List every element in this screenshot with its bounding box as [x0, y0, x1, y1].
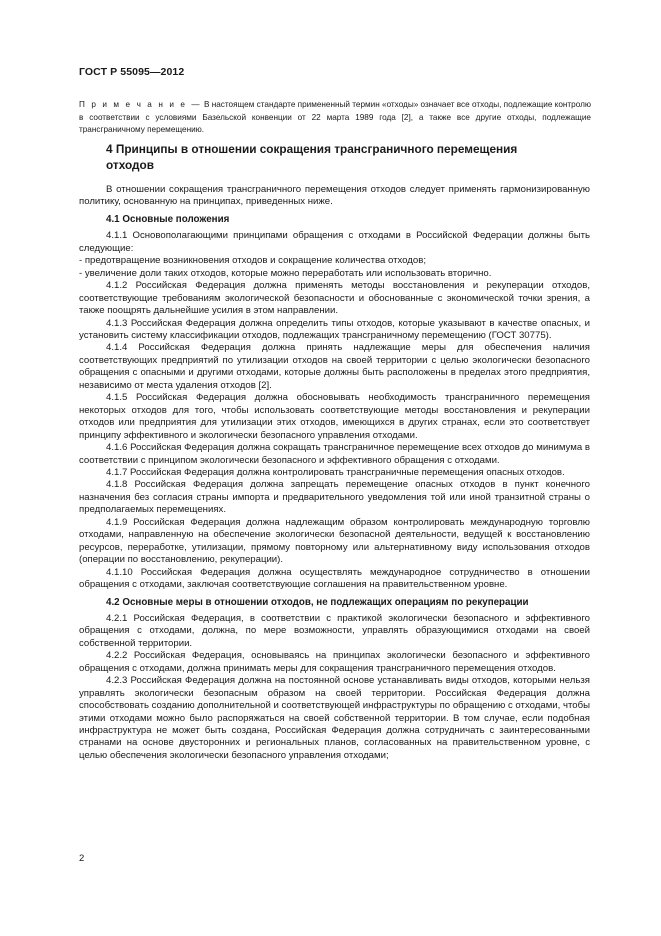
subsection-4-1-title: 4.1 Основные положения — [106, 213, 230, 225]
paragraph-4-1-7: 4.1.7 Российская Федерация должна контролировать трансграничные перемещения опасных отходов. — [106, 466, 565, 478]
paragraph-4-2-1: 4.2.1 Российская Федерация, в соответствии с практикой экологически безопасного и эффективного обращения с отходами, должна, по мере возможности, управлять образующимися отходами на своей собственной территории. — [79, 612, 590, 649]
page-number: 2 — [79, 853, 85, 864]
paragraph-4-2-2: 4.2.2 Российская Федерация, основываясь на принципах экологически безопасного и эффективного обращения с отходами, должна принимать меры для сокращения трансграничного перемещения отходов. — [79, 650, 590, 674]
paragraph-4-2-3: 4.2.3 Российская Федерация должна на постоянной основе устанавливать виды отходов, которыми нельзя управлять экологически безопасным образом на своей территории. Российская Федерация должна способствовать созданию дополнительной и соответствующей инфраструктуры по обращению с отходами, чтобы этими отходами можно было распоряжаться на своей собственной территории. В том случае, если подобная инфраструктура не может быть создана, Российская Федерация должна сотрудничать с заинтересованными странами на основе двусторонних и региональных планов, согласованных на правительственном уровне, с целью обеспечения экологически безопасного управления отходами; — [79, 675, 590, 761]
note-text: В настоящем стандарте примененный термин «отходы» означает все отходы, подлежащие контролю в соответствии с условиями Базельской конвенции от 22 марта 1989 года [2], а также все другие отходы, подлежащие трансграничному перемещению. — [79, 100, 592, 134]
section-4-intro: В отношении сокращения трансграничного перемещения отходов следует применять гармонизированную политику, основанную на принципах, приведенных ниже. — [79, 184, 590, 208]
paragraph-4-1-6: 4.1.6 Российская Федерация должна сокращать трансграничное перемещение всех отходов до минимума в соответствии с принципом экологически безопасного и эффективного обращения с отходами. — [79, 442, 590, 466]
list-item: - предотвращение возникновения отходов и сокращение количества отходов; — [79, 255, 426, 267]
note-block — [79, 99, 591, 137]
paragraph-4-1-4: 4.1.4 Российская Федерация должна принять надлежащие меры для обеспечения наличия соответствующих предприятий по утилизации отходов на своей территории с целью экологически безопасного обращения с опасными и другими отходами, которые должны быть расположены в пределах этого предприятия, независимо от места удаления отходов [2]. — [79, 342, 590, 391]
note-label: П р и м е ч а н и е — — [79, 100, 202, 109]
document-body — [79, 184, 590, 762]
paragraph-4-1-9: 4.1.9 Российская Федерация должна надлежащим образом контролировать международную торговлю отходами, направленную на обеспечение экологически безопасной деятельности, ведущей к восстановлению ресурсов, переработке, утилизации, прямому повторному или альтернативному виду использования отходов (операции по восстановлению, рекуперации). — [79, 516, 590, 566]
subsection-4-2-title: 4.2 Основные меры в отношении отходов, не подлежащих операциям по рекуперации — [106, 596, 529, 608]
paragraph-4-1-5: 4.1.5 Российская Федерация должна обосновывать необходимость трансграничного перемещения некоторых отходов для того, чтобы использовать соответствующие методы восстановления и рекуперации отходов или предприятия для утилизации этих отходов, имеющихся в других странах, если это соответствует принципу эффективного и экологически безопасного управления отходами. — [79, 392, 590, 441]
paragraph-4-1-3: 4.1.3 Российская Федерация должна определить типы отходов, которые указывают в качестве опасных, и установить систему классификации отходов, подлежащих трансграничному перемещению (ГОСТ 30775). — [79, 317, 590, 341]
list-item: - увеличение доли таких отходов, которые можно переработать или использовать вторично. — [79, 267, 492, 279]
paragraph-4-1-10: 4.1.10 Российская Федерация должна осуществлять международное сотрудничество в отношении обращения с отходами, заключая соответствующие соглашения на правительственном уровне. — [79, 566, 590, 591]
document-header: ГОСТ Р 55095—2012 — [79, 66, 185, 78]
paragraph-4-1-8: 4.1.8 Российская Федерация должна запрещать перемещение опасных отходов в пункт конечного назначения без согласия страны импорта и предварительного уведомления той или иной транзитной страны о предполагаемых перемещениях. — [79, 479, 590, 516]
paragraph-4-1-2: 4.1.2 Российская Федерация должна применять методы восстановления и рекуперации отходов, соответствующие требованиям экологической безопасности и обоснованные с экономической точки зрения, а также поощрять дальнейшие усилия в этом направлении. — [79, 280, 590, 317]
section-4-title: 4 Принципы в отношении сокращения трансграничного перемещения отходов — [106, 142, 518, 172]
paragraph-4-1-1: 4.1.1 Основополагающими принципами обращения с отходами в Российской Федерации должны быть следующие: — [79, 230, 590, 254]
